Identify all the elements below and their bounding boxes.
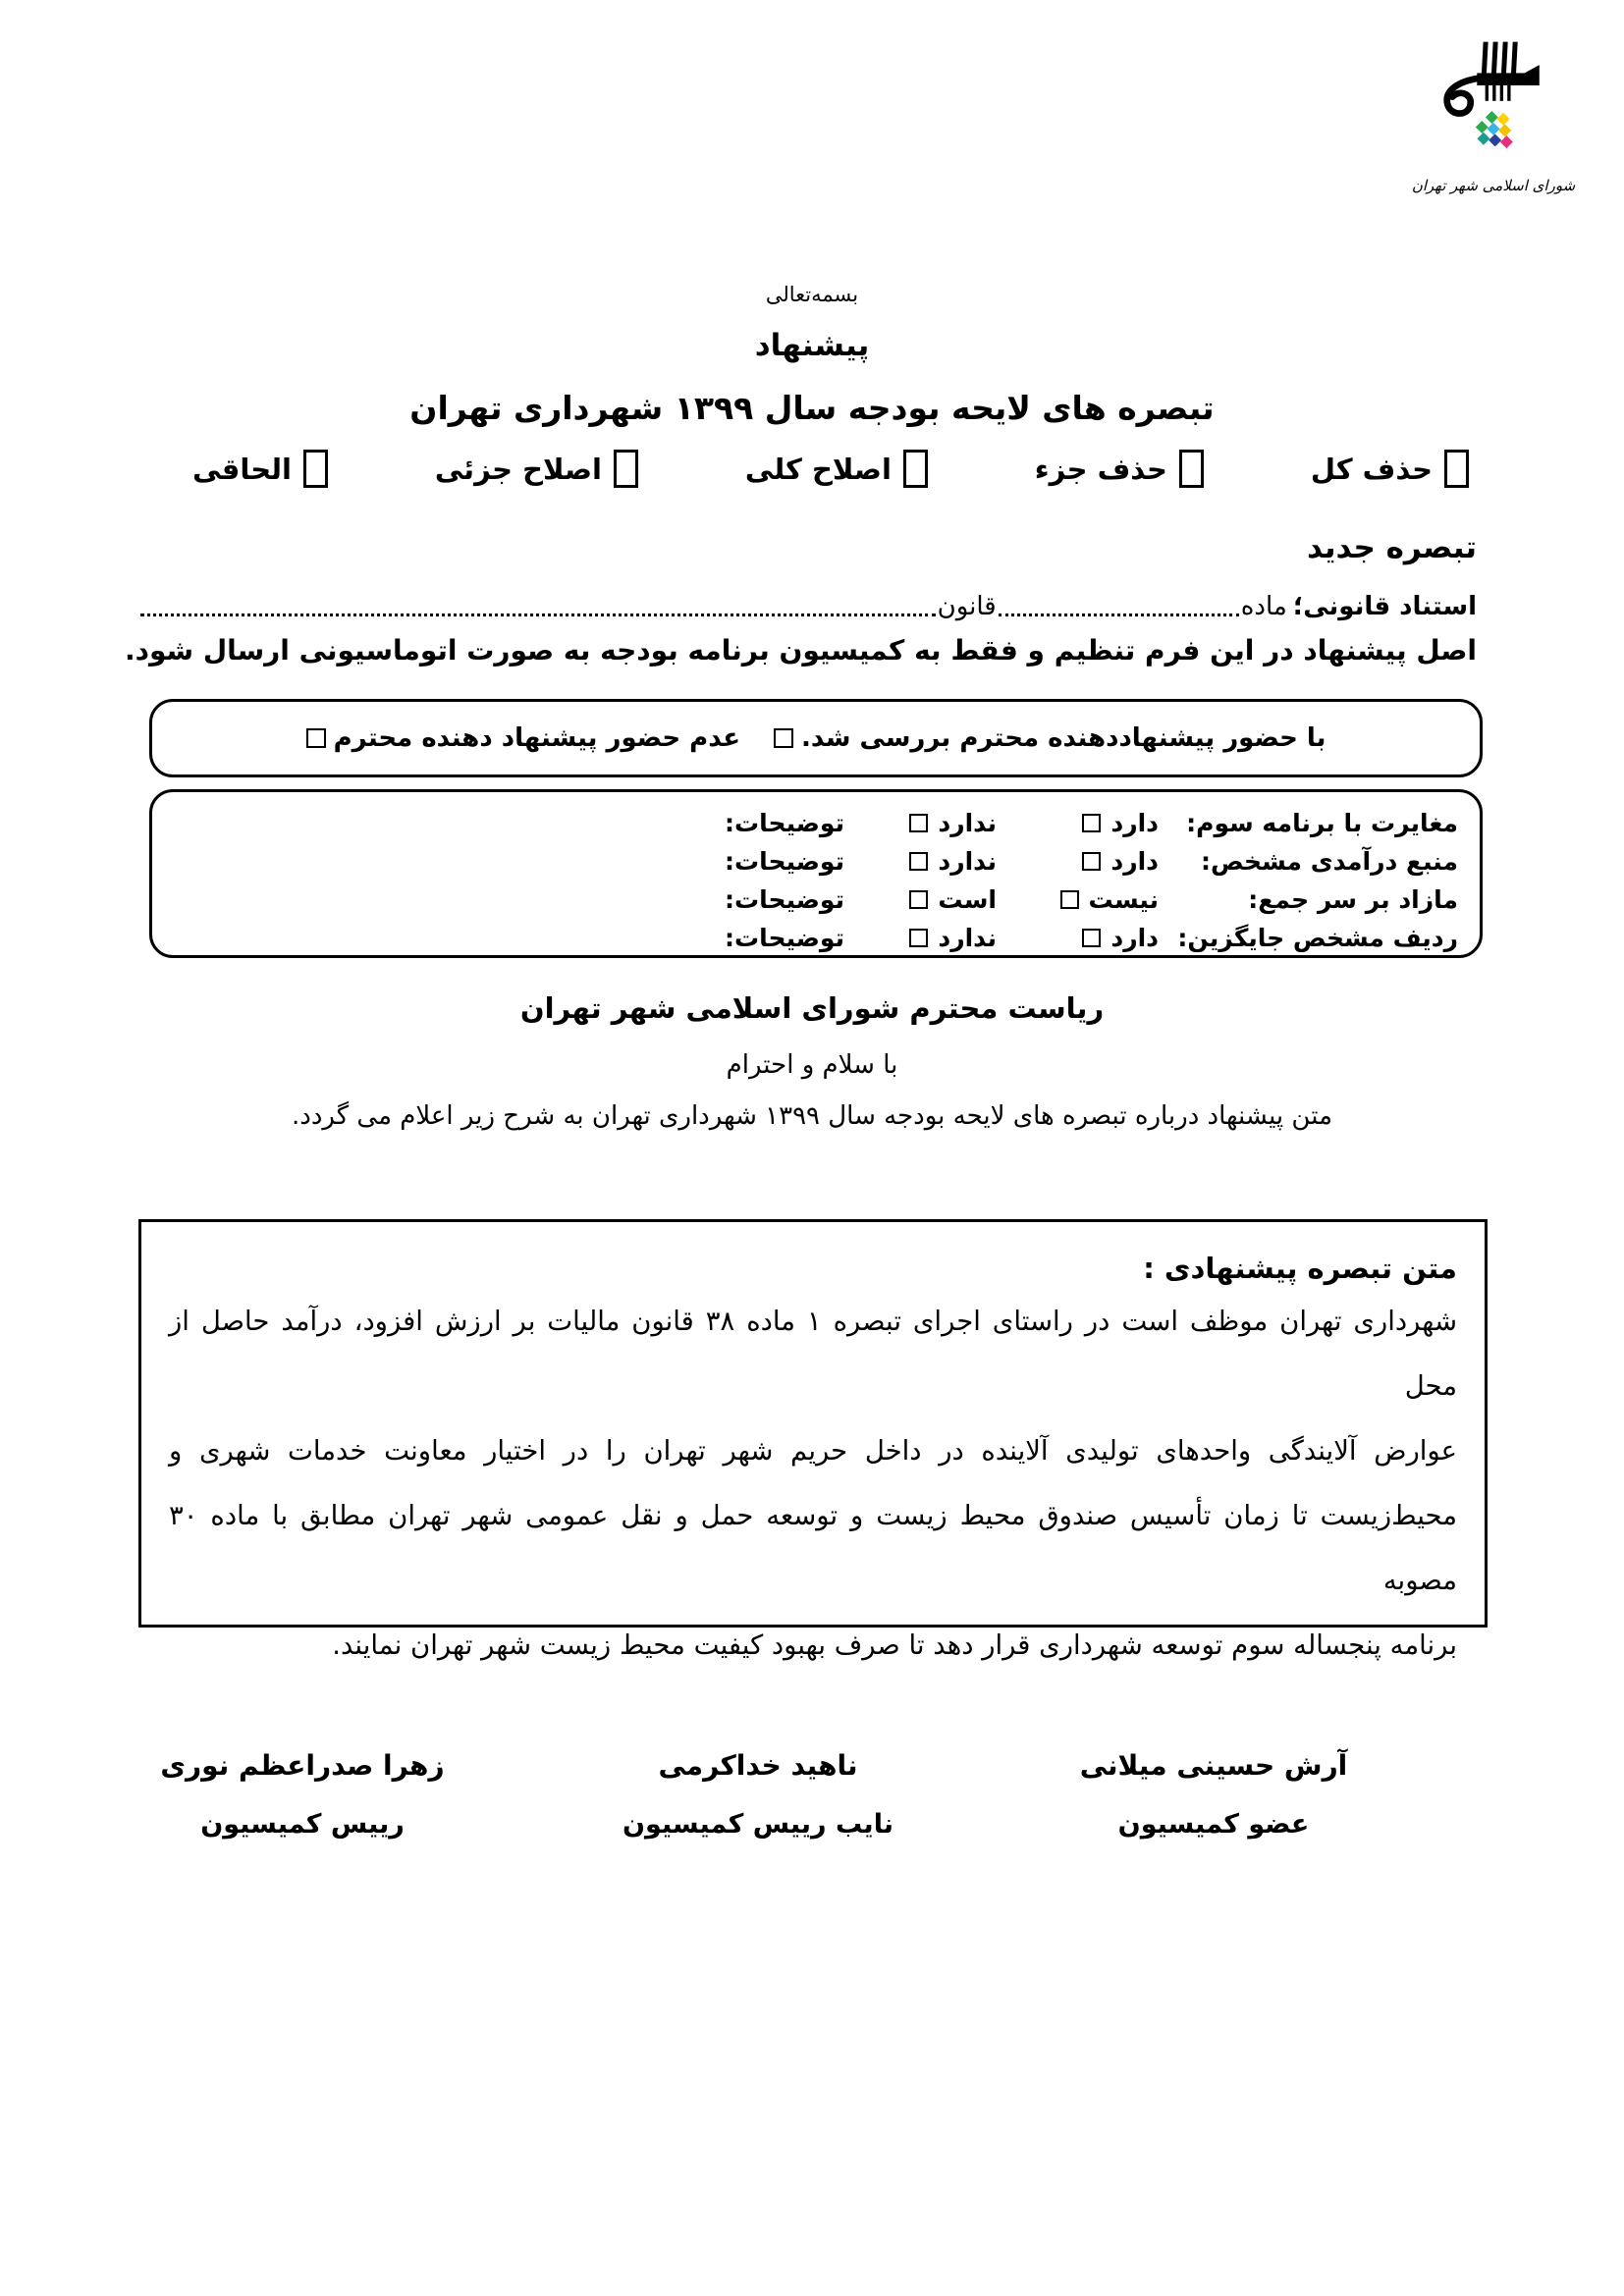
criteria-option-is-not: [997, 882, 1159, 917]
signatory-name: زهرا صدراعظم نوری: [160, 1749, 445, 1782]
option-label: دارد: [1110, 809, 1159, 837]
logo-loop: [1447, 78, 1481, 113]
checkbox-delete-all[interactable]: [1444, 450, 1469, 488]
option-label: ندارد: [938, 924, 997, 952]
signature-chair: [155, 1749, 450, 1840]
reviewed-with-presence: [774, 723, 1326, 753]
law-label: قانون: [937, 592, 997, 621]
option-label: دارد: [1110, 924, 1159, 952]
proposal-line: برنامه پنجساله سوم توسعه شهرداری قرار دهد تا صرف بهبود کیفیت محیط زیست شهر تهران نمایند.: [332, 1629, 1457, 1661]
amendment-type-row: [192, 450, 1469, 488]
criteria-option-has-not: [844, 921, 997, 955]
signatory-name: آرش حسینی میلانی: [1079, 1749, 1348, 1782]
signature-member: [1066, 1749, 1361, 1840]
submission-instruction: اصل پیشنهاد در این فرم تنظیم و فقط به کمیسیون برنامه بودجه به صورت اتوماسیونی ارسال شود.: [124, 634, 1477, 667]
criteria-box: [149, 789, 1483, 958]
proposal-line: شهرداری تهران موظف است در راستای اجرای تبصره ۱ ماده ۳۸ قانون مالیات بر ارزش افزود، درآمد حاصل از محل: [169, 1306, 1457, 1402]
criteria-notes-label: توضیحات:: [725, 809, 844, 837]
criteria-notes-label: توضیحات:: [725, 847, 844, 876]
signatory-name: ناهید خداکرمی: [658, 1749, 858, 1782]
legal-reference-label: استناد قانونی؛: [1292, 592, 1477, 621]
legal-reference-line: [138, 587, 1477, 621]
checkbox-reviewed-with-presence[interactable]: [774, 728, 793, 748]
council-logo-mark-icon: [1410, 35, 1577, 175]
new-note-heading: تبصره جدید: [1306, 530, 1477, 565]
type-option-partial-amendment: [435, 450, 638, 488]
proposal-line: عوارض آلایندگی واحدهای تولیدی آلاینده در داخل حریم شهر تهران را در اختیار معاونت خدمات شهری و: [169, 1435, 1457, 1467]
option-label: نیست: [1088, 885, 1159, 914]
proposer-absent: [306, 723, 740, 753]
type-option-label: الحاقی: [192, 452, 292, 486]
criteria-label: مغایرت با برنامه سوم:: [1186, 809, 1458, 837]
checkbox-row1-has[interactable]: [1082, 814, 1101, 832]
signatory-role: رییس کمیسیون: [200, 1809, 405, 1840]
criteria-label: منبع درآمدی مشخص:: [1200, 847, 1458, 876]
checkbox-row3-is[interactable]: [909, 890, 928, 909]
checkbox-row3-is-not[interactable]: [1060, 890, 1079, 909]
proposal-text-box: [138, 1219, 1488, 1661]
criteria-option-has-not: [844, 806, 997, 840]
proposal-intro: متن پیشنهاد درباره تبصره های لایحه بودجه سال ۱۳۹۹ شهرداری تهران به شرح زیر اعلام می گردد.: [292, 1101, 1332, 1131]
checkbox-row2-has-not[interactable]: [909, 852, 928, 871]
proposal-line: محیط‌زیست تا زمان تأسیس صندوق محیط زیست و توسعه حمل و نقل عمومی شهر تهران مطابق با ماده ۳۰ مصوبه: [169, 1500, 1457, 1596]
criteria-notes-label: توضیحات:: [725, 924, 844, 952]
checkbox-row4-has[interactable]: [1082, 929, 1101, 947]
option-label: دارد: [1110, 847, 1159, 876]
address-to-council-head: ریاست محترم شورای اسلامی شهر تهران: [519, 991, 1105, 1025]
signatory-role: نایب رییس کمیسیون: [623, 1809, 893, 1840]
bismillah: بسمه‌تعالی: [765, 283, 859, 306]
criteria-option-has: [997, 921, 1159, 955]
checkbox-partial-amendment[interactable]: [614, 450, 638, 488]
presence-review-box: [149, 699, 1483, 777]
checkbox-full-amendment[interactable]: [903, 450, 928, 488]
checkbox-row4-has-not[interactable]: [909, 929, 928, 947]
article-label: ماده: [1240, 592, 1287, 621]
checkbox-row1-has-not[interactable]: [909, 814, 928, 832]
checkbox-delete-part[interactable]: [1179, 450, 1204, 488]
type-option-delete-all: [1311, 450, 1469, 488]
option-label: ندارد: [938, 847, 997, 876]
checkbox-addendum[interactable]: [303, 450, 328, 488]
signature-vice-chair: [611, 1749, 905, 1840]
form-subtitle: تبصره های لایحه بودجه سال ۱۳۹۹ شهرداری تهران: [409, 389, 1215, 427]
criteria-label: ردیف مشخص جایگزین:: [1177, 924, 1458, 952]
proposal-text-heading: متن تبصره پیشنهادی :: [1143, 1252, 1457, 1285]
criteria-option-has: [997, 806, 1159, 840]
checkbox-proposer-absent[interactable]: [306, 728, 326, 748]
option-label: ندارد: [938, 809, 997, 837]
criteria-option-has: [997, 844, 1159, 879]
signature-row: [155, 1749, 1361, 1840]
logo-diamonds: [1476, 111, 1513, 148]
criteria-label: مازاد بر سر جمع:: [1248, 885, 1458, 914]
reviewed-with-presence-label: با حضور پیشنهاددهنده محترم بررسی شد.: [801, 723, 1326, 753]
form-title: پیشنهاد: [754, 328, 870, 363]
type-option-full-amendment: [745, 450, 928, 488]
criteria-notes-label: توضیحات:: [725, 885, 844, 914]
tehran-council-logo: [1390, 35, 1597, 194]
law-fill-in-field[interactable]: [140, 587, 936, 616]
criteria-option-is: [844, 882, 997, 917]
checkbox-row2-has[interactable]: [1082, 852, 1101, 871]
criteria-option-has-not: [844, 844, 997, 879]
option-label: است: [938, 885, 997, 914]
article-fill-in-field[interactable]: [999, 587, 1239, 616]
type-option-label: اصلاح کلی: [744, 452, 892, 486]
signatory-role: عضو کمیسیون: [1117, 1809, 1310, 1840]
type-option-delete-part: [1035, 450, 1204, 488]
type-option-label: اصلاح جزئی: [434, 452, 602, 486]
salutation: با سلام و احترام: [726, 1050, 898, 1080]
type-option-label: حذف کل: [1310, 452, 1433, 486]
type-option-addendum: [192, 450, 328, 488]
type-option-label: حذف جزء: [1034, 452, 1167, 486]
logo-caption: شورای اسلامی شهر تهران: [1411, 177, 1576, 194]
proposer-absent-label: عدم حضور پیشنهاد دهنده محترم: [333, 723, 741, 753]
criteria-grid: [174, 806, 1458, 952]
